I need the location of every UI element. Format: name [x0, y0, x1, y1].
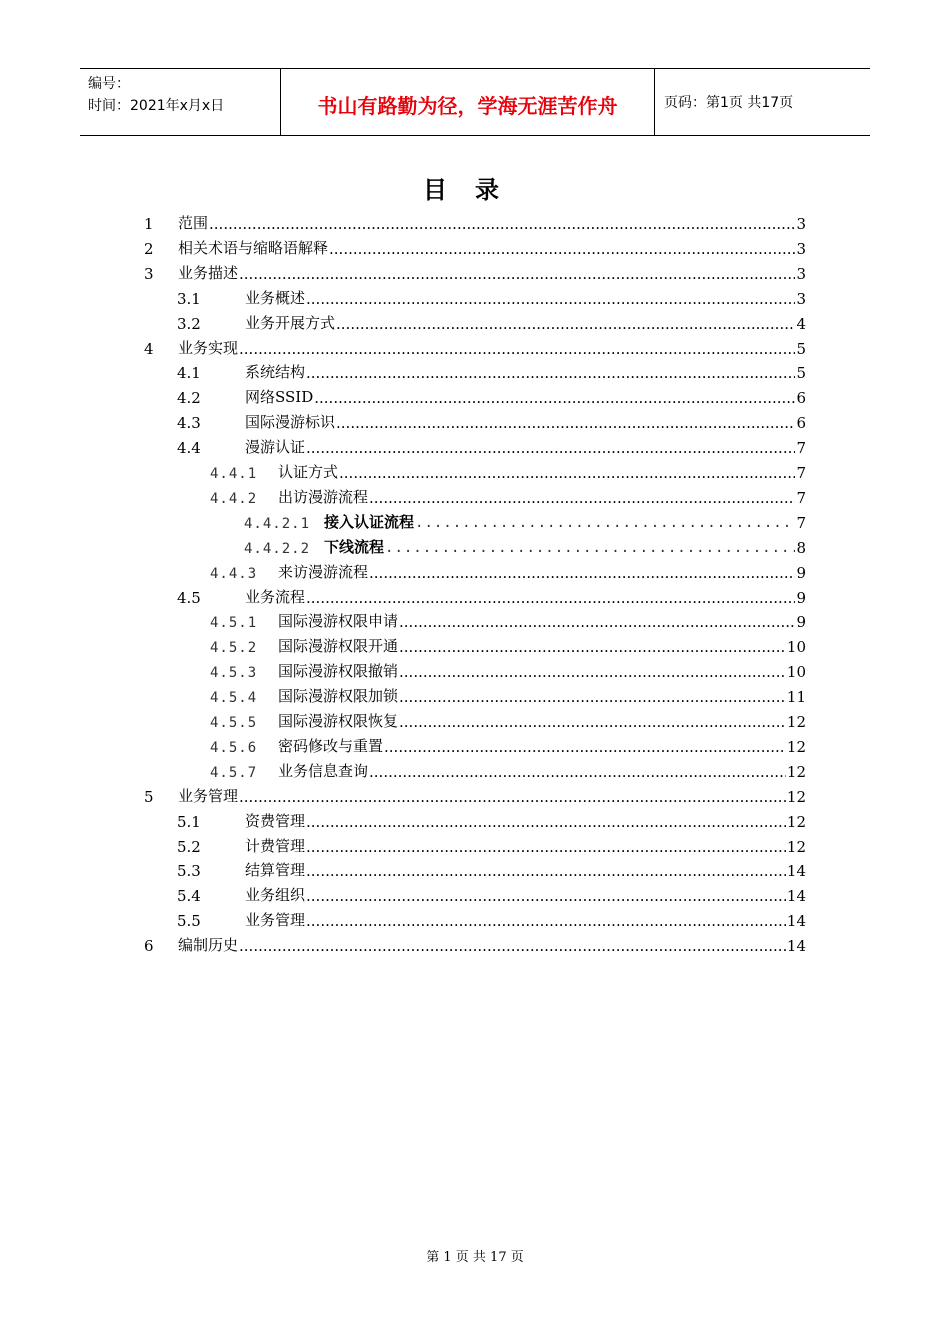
- toc-leader-dots: [306, 589, 795, 607]
- toc-entry[interactable]: [144, 258, 806, 283]
- toc-entry-label: 国际漫游权限撤销: [278, 662, 399, 681]
- toc-entry-label: 国际漫游标识: [245, 413, 336, 432]
- toc-entry-page: 6: [796, 389, 806, 408]
- toc-entry[interactable]: [210, 681, 806, 706]
- toc-leader-dots: [306, 838, 786, 856]
- toc-entry-number: 5.5: [177, 912, 201, 931]
- toc-entry-number: 1: [144, 215, 154, 233]
- toc-title: 目录: [423, 176, 527, 204]
- toc-leader-dots: [306, 290, 795, 308]
- toc-entry[interactable]: [177, 308, 806, 333]
- toc-leader-dots: [239, 788, 786, 806]
- toc-leader-dots: [384, 738, 786, 756]
- toc-leader-dots: [239, 340, 795, 358]
- toc-entry[interactable]: [177, 855, 806, 880]
- toc-leader-dots: [306, 912, 786, 930]
- toc-entry-number: 5.4: [177, 887, 201, 906]
- toc-entry-number: 4.5.1: [210, 615, 258, 632]
- toc-entry-label: 国际漫游权限加锁: [278, 687, 399, 706]
- toc-entry-label: 国际漫游权限恢复: [278, 712, 399, 730]
- toc-entry[interactable]: [210, 606, 806, 631]
- toc-entry-number: 3.2: [177, 314, 201, 333]
- toc-entry[interactable]: [144, 208, 806, 233]
- toc-entry-page: 12: [786, 713, 806, 731]
- toc-entry[interactable]: [177, 357, 806, 382]
- toc-entry-page: 14: [786, 937, 806, 956]
- toc-leader-dots: [314, 389, 795, 407]
- toc-entry-page: 10: [786, 663, 806, 682]
- toc-entry-page: 12: [786, 837, 806, 856]
- toc-entry[interactable]: [210, 482, 806, 507]
- toc-entry[interactable]: [177, 582, 806, 607]
- toc-entry-number: 4.5.2: [210, 640, 258, 657]
- toc-entry-number: 4.4.1: [210, 466, 258, 482]
- toc-entry-label: 网络SSID: [245, 388, 314, 407]
- toc-entry-page: 14: [786, 862, 806, 881]
- page-footer: 第 1 页 共 17 页: [426, 1250, 524, 1265]
- document-number: 编号：: [88, 76, 130, 92]
- toc-entry[interactable]: [210, 756, 806, 781]
- toc-leader-dots: [399, 663, 786, 681]
- toc-entry[interactable]: [177, 905, 806, 930]
- toc-entry-number: 2: [144, 239, 154, 258]
- toc-leader-dots: [329, 240, 795, 258]
- toc-leader-dots: [306, 364, 795, 382]
- toc-entry[interactable]: [144, 233, 806, 258]
- toc-entry[interactable]: [210, 457, 806, 482]
- toc-entry-page: 12: [786, 762, 806, 781]
- toc-leader-dots: [239, 265, 795, 283]
- toc-entry-page: 5: [796, 339, 806, 358]
- toc-entry-label: 编制历史: [178, 936, 239, 955]
- toc-entry-number: 4.4.2.2: [244, 540, 311, 557]
- document-header: [80, 68, 870, 136]
- toc-entry-label: 漫游认证: [245, 438, 306, 457]
- toc-entry-label: 业务实现: [178, 338, 239, 357]
- toc-entry-number: 4: [144, 339, 154, 358]
- toc-entry-label: 密码修改与重置: [278, 736, 384, 755]
- toc-entry-page: 3: [796, 289, 806, 308]
- toc-entry-label: 接入认证流程: [324, 512, 415, 531]
- toc-entry[interactable]: [144, 333, 806, 358]
- toc-entry[interactable]: [177, 831, 806, 856]
- toc-leader-dots: [399, 613, 795, 631]
- toc-entry-number: 5.1: [177, 812, 201, 831]
- toc-entry-number: 4.2: [177, 389, 201, 408]
- toc-entry-label: 来访漫游流程: [278, 562, 369, 581]
- toc-leader-dots: [239, 937, 786, 955]
- toc-leader-dots: [336, 414, 795, 432]
- toc-entry-page: 5: [796, 364, 806, 383]
- toc-entry-page: 7: [796, 513, 806, 532]
- toc-entry-number: 4.4.2.1: [244, 515, 311, 532]
- toc-entry-label: 国际漫游权限申请: [278, 612, 399, 631]
- toc-entry-label: 业务信息查询: [278, 761, 369, 780]
- toc-leader-dots: [306, 439, 795, 457]
- toc-entry[interactable]: [210, 656, 806, 681]
- toc-leader-dots: [415, 514, 795, 532]
- toc-entry-page: 12: [786, 787, 806, 806]
- toc-entry-label: 认证方式: [278, 463, 339, 481]
- toc-entry-number: 6: [144, 937, 154, 956]
- toc-entry-page: 11: [786, 688, 806, 707]
- toc-leader-dots: [209, 215, 795, 233]
- toc-leader-dots: [369, 763, 786, 781]
- toc-entry-page: 8: [796, 538, 806, 557]
- toc-entry-number: 5.3: [177, 862, 201, 881]
- toc-leader-dots: [306, 813, 786, 831]
- toc-entry[interactable]: [177, 880, 806, 905]
- toc-entry-label: 业务管理: [245, 911, 306, 930]
- toc-entry-label: 业务开展方式: [245, 313, 336, 332]
- toc-entry-page: 3: [796, 264, 806, 283]
- document-time: 时间：2021年x月x日: [88, 98, 225, 114]
- toc-entry[interactable]: [210, 731, 806, 756]
- toc-leader-dots: [369, 489, 795, 507]
- toc-entry[interactable]: [210, 706, 806, 731]
- toc-entry-number: 5: [144, 787, 154, 806]
- toc-entry-label: 业务描述: [178, 263, 239, 282]
- toc-entry-number: 4.1: [177, 364, 201, 383]
- toc-entry-number: 4.3: [177, 414, 201, 433]
- toc-entry-page: 12: [786, 737, 806, 756]
- toc-entry-number: 5.2: [177, 837, 201, 856]
- toc-entry-label: 业务流程: [245, 587, 306, 606]
- toc-entry-label: 国际漫游权限开通: [278, 637, 399, 656]
- toc-entry[interactable]: [210, 631, 806, 656]
- toc-entry-label: 业务管理: [178, 786, 239, 805]
- header-page-info: 页码：第1页 共17页: [664, 95, 794, 111]
- toc-entry-label: 系统结构: [245, 363, 306, 382]
- toc-leader-dots: [399, 688, 786, 706]
- toc-leader-dots: [306, 887, 786, 905]
- toc-entry-number: 4.4.3: [210, 565, 258, 582]
- toc-entry[interactable]: [177, 382, 806, 407]
- toc-entry-page: 3: [796, 239, 806, 258]
- toc-entry-page: 7: [796, 439, 806, 458]
- toc-entry-number: 4.4.2: [210, 490, 258, 507]
- toc-entry-page: 9: [796, 613, 806, 632]
- toc-leader-dots: [339, 464, 795, 482]
- toc-entry-number: 4.5: [177, 588, 201, 607]
- toc-entry-number: 4.5.6: [210, 739, 258, 756]
- toc-entry-page: 3: [796, 215, 806, 233]
- toc-entry-page: 14: [786, 887, 806, 906]
- toc-entry-label: 业务概述: [245, 288, 306, 307]
- toc-entry-page: 7: [796, 488, 806, 507]
- toc-entry[interactable]: [177, 432, 806, 457]
- header-page-cell: [655, 69, 870, 135]
- toc-leader-dots: [385, 539, 795, 557]
- toc-entry-page: 10: [786, 638, 806, 657]
- toc-entry[interactable]: [144, 930, 806, 955]
- toc-entry-page: 12: [786, 812, 806, 831]
- header-motto-cell: [281, 69, 655, 135]
- toc-entry[interactable]: [244, 507, 806, 532]
- toc-entry-label: 出访漫游流程: [278, 487, 369, 506]
- toc-entry-label: 资费管理: [245, 811, 306, 830]
- toc-leader-dots: [399, 638, 786, 656]
- toc-entry-number: 4.4: [177, 439, 201, 458]
- toc-entry-label: 计费管理: [245, 836, 306, 855]
- toc-entry-number: 4.5.4: [210, 690, 258, 707]
- toc-leader-dots: [336, 315, 795, 333]
- toc-entry[interactable]: [210, 557, 806, 582]
- toc-entry[interactable]: [177, 407, 806, 432]
- toc-entry-page: 6: [796, 414, 806, 433]
- toc-entry-number: 4.5.5: [210, 715, 258, 731]
- header-motto: 书山有路勤为径，学海无涯苦作舟: [317, 93, 618, 118]
- toc-leader-dots: [306, 862, 786, 880]
- toc-entry-label: 相关术语与缩略语解释: [178, 238, 329, 257]
- toc-entry-label: 结算管理: [245, 861, 306, 880]
- toc-entry-number: 4.5.7: [210, 764, 258, 781]
- toc-entry-label: 下线流程: [324, 537, 385, 556]
- toc-leader-dots: [369, 564, 795, 582]
- toc-entry-page: 14: [786, 912, 806, 931]
- toc-entry[interactable]: [177, 806, 806, 831]
- toc-entry-page: 9: [796, 563, 806, 582]
- toc-entry[interactable]: [244, 532, 806, 557]
- toc-entry[interactable]: [177, 283, 806, 308]
- toc-entry-number: 3.1: [177, 289, 201, 308]
- toc-entry-label: 业务组织: [245, 886, 306, 905]
- toc-leader-dots: [399, 713, 786, 731]
- toc-entry-page: 7: [796, 464, 806, 482]
- toc-entry-label: 范围: [178, 214, 209, 232]
- toc-entry-page: 4: [796, 314, 806, 333]
- toc-entry[interactable]: [144, 781, 806, 806]
- toc-entry-number: 3: [144, 264, 154, 283]
- toc-entry-number: 4.5.3: [210, 665, 258, 682]
- header-meta-cell: [80, 69, 281, 135]
- toc-entry-page: 9: [796, 588, 806, 607]
